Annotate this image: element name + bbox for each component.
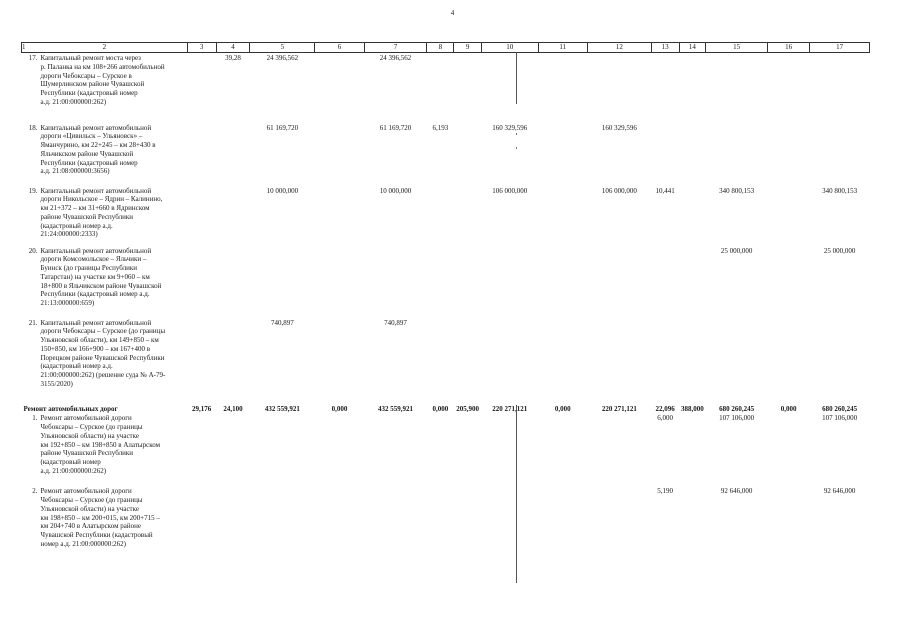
item-text: Капитальный ремонт автомобильной дороги «Цивильск – Ульяновск» – Яманчурино, км 22+245 – км 28+430 в Яльчикском районе Чувашской Республики (кадастровый номер а.д. 21:08:000000:3656) xyxy=(40,123,156,176)
value-cell-col16 xyxy=(768,123,810,186)
value-cell-col5: 432 559,921 xyxy=(264,404,300,413)
value-cell-col3 xyxy=(187,53,216,123)
item-description-cell xyxy=(22,413,188,486)
value-cell-col13: 22,096 xyxy=(655,404,675,413)
value-cell-col14 xyxy=(679,53,706,123)
value-cell-col11 xyxy=(538,186,587,246)
value-cell-col17: 340 800,153 xyxy=(822,186,858,195)
item-text: Капитальный ремонт автомобильной дороги Никольское – Ядрин – Калинино, км 21+372 – км 31+660 в Ядринском районе Чувашской Республики (кадастровый номер а.д. 21:24:000000:2333) xyxy=(40,186,163,239)
table-row xyxy=(22,123,870,186)
budget-table xyxy=(21,42,870,566)
value-cell-col8: 0,000 xyxy=(432,404,449,413)
value-cell-col8 xyxy=(427,413,454,486)
value-cell-col15 xyxy=(706,123,768,186)
value-cell-col13 xyxy=(651,123,679,186)
value-cell-col4 xyxy=(216,123,250,186)
scan-artifact-dot xyxy=(516,133,517,135)
value-cell-col11 xyxy=(538,318,587,404)
column-number-cell: 11 xyxy=(538,43,587,53)
item-number: 20. xyxy=(28,246,38,255)
value-cell-col17 xyxy=(810,53,870,123)
value-cell-col8 xyxy=(427,486,454,566)
value-cell-col6: 0,000 xyxy=(331,404,348,413)
value-cell-col4 xyxy=(216,246,250,318)
value-cell-col10 xyxy=(481,53,538,123)
value-cell-col5 xyxy=(250,486,315,566)
value-cell-col12 xyxy=(587,53,651,123)
table-row xyxy=(22,413,870,486)
value-cell-col7: 740,897 xyxy=(384,318,407,327)
value-cell-col7: 24 396,562 xyxy=(379,54,412,62)
item-description-cell xyxy=(22,486,188,566)
value-cell-col16 xyxy=(768,486,810,566)
value-cell-col4 xyxy=(216,486,250,566)
value-cell-col5 xyxy=(250,246,315,318)
value-cell-col8 xyxy=(427,246,454,318)
value-cell-col11 xyxy=(538,246,587,318)
value-cell-col4 xyxy=(216,413,250,486)
scan-artifact-line xyxy=(516,52,517,104)
value-cell-col6 xyxy=(315,318,364,404)
value-cell-col9 xyxy=(454,318,482,404)
value-cell-col6 xyxy=(315,123,364,186)
table-row xyxy=(22,318,870,404)
value-cell-col11 xyxy=(538,123,587,186)
table-row xyxy=(22,486,870,566)
value-cell-col3 xyxy=(187,186,216,246)
value-cell-col11 xyxy=(538,413,587,486)
value-cell-col4: 24,100 xyxy=(223,404,243,413)
value-cell-col7 xyxy=(364,413,427,486)
item-description-cell xyxy=(22,53,188,123)
item-number: 21. xyxy=(28,318,38,327)
value-cell-col7: 432 559,921 xyxy=(378,404,414,413)
value-cell-col15: 680 260,245 xyxy=(719,404,755,413)
column-number-cell: 15 xyxy=(706,43,768,53)
column-number-cell: 9 xyxy=(454,43,482,53)
value-cell-col13: 5,190 xyxy=(657,487,674,496)
value-cell-col17: 92 646,000 xyxy=(823,487,856,496)
value-cell-col3 xyxy=(187,246,216,318)
column-number-cell: 13 xyxy=(651,43,679,53)
value-cell-col3 xyxy=(187,486,216,566)
value-cell-col14 xyxy=(679,246,706,318)
value-cell-col6 xyxy=(315,186,364,246)
value-cell-col3 xyxy=(187,413,216,486)
value-cell-col12: 220 271,121 xyxy=(601,404,637,413)
value-cell-col11 xyxy=(538,486,587,566)
value-cell-col8: 6,193 xyxy=(432,123,449,132)
table-row xyxy=(22,53,870,123)
value-cell-col10 xyxy=(481,413,538,486)
value-cell-col17 xyxy=(810,123,870,186)
column-number-cell: 10 xyxy=(481,43,538,53)
item-number: 2. xyxy=(32,487,38,496)
value-cell-col17: 680 260,245 xyxy=(822,404,858,413)
value-cell-col15: 92 646,000 xyxy=(720,487,753,496)
scan-artifact-line xyxy=(516,405,517,583)
value-cell-col13 xyxy=(651,53,679,123)
value-cell-col12: 160 329,596 xyxy=(601,123,637,132)
value-cell-col6 xyxy=(315,486,364,566)
value-cell-col5: 61 169,720 xyxy=(266,123,299,132)
column-number-cell: 17 xyxy=(810,43,870,53)
column-number-cell: 14 xyxy=(679,43,706,53)
item-text: Ремонт автомобильной дороги Чебоксары – Сурское (до границы Ульяновской области) на участке км 192+850 – км 198+850 в Алатырском районе Чувашской Республики (кадастровый номер а.д. 21:00:000000:262) xyxy=(40,414,161,475)
column-number-cell: 12 xyxy=(587,43,651,53)
value-cell-col9 xyxy=(454,246,482,318)
value-cell-col10: 106 000,000 xyxy=(492,186,528,195)
value-cell-col13 xyxy=(651,318,679,404)
value-cell-col6 xyxy=(315,246,364,318)
page-number: 4 xyxy=(450,9,455,17)
value-cell-col14 xyxy=(679,123,706,186)
value-cell-col14 xyxy=(679,486,706,566)
item-text: Капитальный ремонт моста через р. Паланка на км 108+266 автомобильной дороги Чебоксары – Сурское в Шумерлинском районе Чувашской Республики (кадастровый номер а.д. 21:00:000000:262) xyxy=(40,54,165,106)
value-cell-col5: 740,897 xyxy=(270,318,294,327)
column-number-cell: 4 xyxy=(216,43,250,53)
column-number-cell: 8 xyxy=(427,43,454,53)
value-cell-col9 xyxy=(454,486,482,566)
value-cell-col10 xyxy=(481,318,538,404)
item-number: 18. xyxy=(28,123,38,132)
item-description-cell xyxy=(22,123,188,186)
value-cell-col16 xyxy=(768,413,810,486)
value-cell-col16: 0,000 xyxy=(780,404,797,413)
value-cell-col16 xyxy=(768,186,810,246)
value-cell-col14 xyxy=(679,186,706,246)
value-cell-col12: 106 000,000 xyxy=(601,186,637,195)
value-cell-col4 xyxy=(216,186,250,246)
value-cell-col6 xyxy=(315,413,364,486)
value-cell-col17: 107 106,000 xyxy=(822,414,858,423)
item-number: 17. xyxy=(28,54,38,62)
value-cell-col12 xyxy=(587,246,651,318)
value-cell-col9 xyxy=(454,53,482,123)
item-text: Ремонт автомобильной дороги Чебоксары – Сурское (до границы Ульяновской области) на участке км 198+850 – км 200+015, км 200+715 – км 204+740 в Алатырском районе Чувашской Республики (кадастровый номер а.д. 21:00:000000:262) xyxy=(40,487,160,548)
value-cell-col4 xyxy=(216,318,250,404)
value-cell-col12 xyxy=(587,486,651,566)
value-cell-col14 xyxy=(679,413,706,486)
item-description-cell xyxy=(22,186,188,246)
item-description-cell xyxy=(22,404,188,414)
value-cell-col15: 340 800,153 xyxy=(719,186,755,195)
column-number-row: 1 2 3 4 5 6 7 8 9 10 11 12 13 14 15 16 17 xyxy=(22,43,870,53)
value-cell-col7 xyxy=(364,246,427,318)
value-cell-col9: 205,900 xyxy=(456,404,479,413)
value-cell-col17 xyxy=(810,318,870,404)
value-cell-col10: 220 271,121 xyxy=(492,404,528,413)
value-cell-col7: 10 000,000 xyxy=(379,186,412,195)
value-cell-col7: 61 169,720 xyxy=(379,123,412,132)
value-cell-col3: 29,176 xyxy=(191,404,212,413)
item-text: Капитальный ремонт автомобильной дороги Комсомольское – Яльчики – Буинск (до границы Республики Татарстан) на участке км 9+060 – км 18+800 в Яльчикском районе Чувашской Республики (кадастровый номер а.д. 21:13:000000:659) xyxy=(40,246,162,307)
value-cell-col13: 10,441 xyxy=(655,186,675,195)
value-cell-col9 xyxy=(454,186,482,246)
value-cell-col5: 10 000,000 xyxy=(266,186,299,195)
table-row xyxy=(22,246,870,318)
value-cell-col12 xyxy=(587,413,651,486)
value-cell-col14 xyxy=(679,318,706,404)
value-cell-col5: 24 396,562 xyxy=(266,54,299,62)
value-cell-col3 xyxy=(187,318,216,404)
value-cell-col17: 25 000,000 xyxy=(823,246,856,255)
value-cell-col5 xyxy=(250,413,315,486)
item-text: Капитальный ремонт автомобильной дороги Чебоксары – Сурское (до границы Ульяновской области), км 149+850 – км 150+850, км 166+900 – км 167+400 в Порецком районе Чувашской Республики (кадастровый номер а.д. 21:00:000000:262) (решение суда № А-79- 3155/2020) xyxy=(40,318,166,388)
value-cell-col10 xyxy=(481,246,538,318)
section-total-row xyxy=(22,404,870,414)
value-cell-col10: 160 329,596 xyxy=(492,123,528,132)
value-cell-col16 xyxy=(768,53,810,123)
value-cell-col4: 39,28 xyxy=(225,54,241,62)
column-number-cell: 2 xyxy=(22,43,188,53)
value-cell-col6 xyxy=(315,53,364,123)
value-cell-col9 xyxy=(454,123,482,186)
scan-artifact-dot xyxy=(516,147,517,149)
value-cell-col3 xyxy=(187,123,216,186)
value-cell-col7 xyxy=(364,486,427,566)
value-cell-col11: 0,000 xyxy=(554,404,571,413)
column-number-cell: 7 xyxy=(364,43,427,53)
value-cell-col11 xyxy=(538,53,587,123)
value-cell-col8 xyxy=(427,186,454,246)
column-number-cell: 6 xyxy=(315,43,364,53)
value-cell-col13 xyxy=(651,246,679,318)
value-cell-col15 xyxy=(706,53,768,123)
value-cell-col15: 25 000,000 xyxy=(720,246,753,255)
item-text: Ремонт автомобильных дорог xyxy=(23,404,118,413)
value-cell-col16 xyxy=(768,246,810,318)
value-cell-col16 xyxy=(768,318,810,404)
value-cell-col8 xyxy=(427,53,454,123)
item-number: 19. xyxy=(28,186,38,195)
column-number-cell: 16 xyxy=(768,43,810,53)
value-cell-col9 xyxy=(454,413,482,486)
value-cell-col10 xyxy=(481,486,538,566)
value-cell-col14: 388,000 xyxy=(681,404,704,413)
value-cell-col13: 6,000 xyxy=(657,414,674,423)
item-number: 1. xyxy=(32,414,38,423)
value-cell-col8 xyxy=(427,318,454,404)
value-cell-col15: 107 106,000 xyxy=(719,414,755,423)
column-number-cell: 3 xyxy=(187,43,216,53)
column-number-cell: 5 xyxy=(250,43,315,53)
value-cell-col12 xyxy=(587,318,651,404)
item-description-cell xyxy=(22,246,188,318)
item-description-cell xyxy=(22,318,188,404)
table-row xyxy=(22,186,870,246)
value-cell-col15 xyxy=(706,318,768,404)
